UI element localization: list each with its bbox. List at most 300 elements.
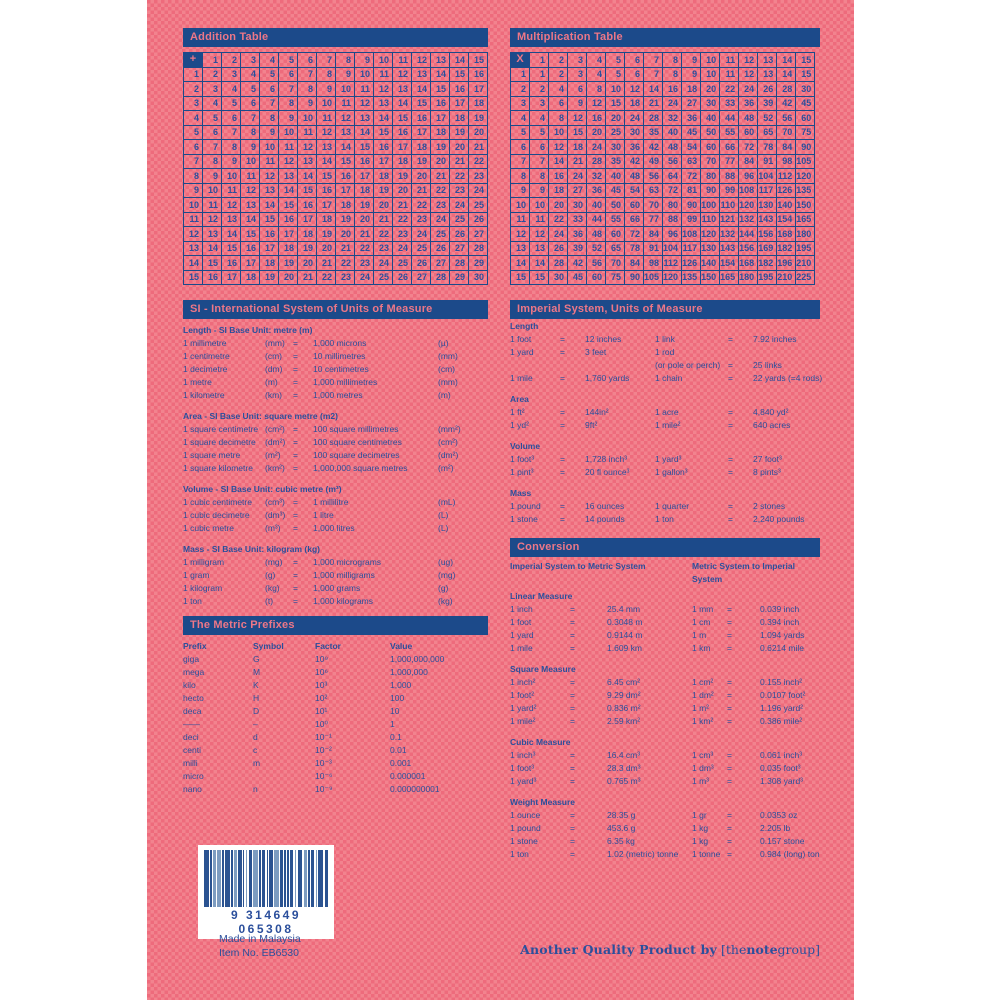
table-cell: 15 — [222, 241, 241, 256]
barcode-bar — [246, 850, 248, 907]
table-cell: 56 — [777, 111, 796, 126]
table-header-cell: 12 — [739, 53, 758, 68]
table-cell: 33 — [568, 212, 587, 227]
table-cell: 60 — [625, 198, 644, 213]
conversion-cell: = — [570, 849, 575, 859]
table-cell: 28 — [587, 154, 606, 169]
table-cell: 45 — [568, 270, 587, 285]
table-cell: 54 — [625, 183, 644, 198]
si-cell: (cm²) — [265, 424, 285, 434]
table-cell: 18 — [241, 270, 260, 285]
table-cell: 13 — [530, 241, 549, 256]
table-cell: 40 — [663, 125, 682, 140]
si-cell: 1 kilogram — [183, 583, 223, 593]
table-cell: 56 — [644, 169, 663, 184]
table-cell: 11 — [336, 96, 355, 111]
table-row — [511, 227, 815, 242]
table-cell: 130 — [758, 198, 777, 213]
table-cell: 13 — [336, 125, 355, 140]
table-cell: 36 — [587, 183, 606, 198]
imperial-cell — [585, 359, 655, 372]
conversion-cell: 1 inch² — [510, 677, 536, 687]
table-cell: 154 — [720, 256, 739, 271]
table-cell: 63 — [682, 154, 701, 169]
table-cell: 8 — [279, 96, 298, 111]
si-cell: 1 square decimetre — [183, 437, 256, 447]
table-cell: 28 — [431, 270, 450, 285]
conversion-cell: 1 pound — [510, 823, 541, 833]
table-cell: 3 — [530, 96, 549, 111]
table-cell: 18 — [625, 96, 644, 111]
imperial-cell: = — [728, 514, 733, 524]
table-cell: 3 — [222, 67, 241, 82]
row-label-cell: 2 — [511, 82, 530, 97]
table-header-cell: 15 — [796, 53, 815, 68]
si-cell: = — [293, 377, 298, 387]
barcode — [198, 845, 334, 939]
prefix-cell: 1,000,000,000 — [390, 654, 445, 664]
conversion-cell: = — [727, 849, 732, 859]
si-cell: = — [293, 596, 298, 606]
imperial-cell: 1 stone — [510, 514, 538, 524]
prefix-cell: 1,000,000 — [390, 667, 428, 677]
prefix-cell: deci — [183, 732, 199, 742]
table-cell: 17 — [469, 82, 488, 97]
table-cell: 19 — [469, 111, 488, 126]
table-cell: 28 — [469, 241, 488, 256]
conversion-cell: 1 foot — [510, 617, 532, 627]
conversion-cell: 1 inch — [510, 604, 533, 614]
table-cell: 1 — [530, 67, 549, 82]
table-cell: 8 — [663, 67, 682, 82]
conversion-cell: = — [727, 810, 732, 820]
conversion-column-headers — [510, 560, 820, 586]
table-cell: 22 — [374, 227, 393, 242]
table-cell: 20 — [469, 125, 488, 140]
table-cell: 42 — [568, 256, 587, 271]
barcode-bar — [217, 850, 220, 907]
table-cell: 30 — [606, 140, 625, 155]
imperial-cell: 20 fl ounce³ — [585, 467, 630, 477]
table-cell: 180 — [796, 227, 815, 242]
imperial-cell: = — [728, 454, 733, 464]
si-cell: (dm²) — [438, 450, 459, 460]
si-cell: 1 ton — [183, 596, 202, 606]
imperial-row — [510, 513, 820, 526]
conversion-cell: = — [570, 810, 575, 820]
table-cell: 35 — [606, 154, 625, 169]
table-cell: 12 — [530, 227, 549, 242]
prefix-cell: hecto — [183, 693, 204, 703]
table-cell: 70 — [777, 125, 796, 140]
table-header-cell: 12 — [412, 53, 431, 68]
table-cell: 19 — [260, 270, 279, 285]
table-cell: 165 — [796, 212, 815, 227]
table-cell: 17 — [241, 256, 260, 271]
conversion-cell: 2.59 km² — [607, 716, 641, 726]
conversion-section — [510, 796, 820, 861]
conversion-cell: = — [570, 823, 575, 833]
table-header-cell: 8 — [336, 53, 355, 68]
prefix-cell: mega — [183, 667, 205, 677]
table-cell: 15 — [530, 270, 549, 285]
table-cell: 9 — [241, 140, 260, 155]
brand-the: the — [725, 942, 747, 957]
conversion-cell: = — [727, 716, 732, 726]
prefix-cell: 1,000 — [390, 680, 412, 690]
prefix-cell: K — [253, 680, 259, 690]
barcode-bar — [290, 850, 293, 907]
conversion-cell: = — [727, 750, 732, 760]
table-cell: 18 — [336, 198, 355, 213]
imperial-cell: = — [560, 514, 565, 524]
row-label-cell: 1 — [184, 67, 203, 82]
table-cell: 98 — [644, 256, 663, 271]
table-cell: 11 — [222, 183, 241, 198]
table-cell: 55 — [720, 125, 739, 140]
prefix-cell: deca — [183, 706, 202, 716]
operator-cell: X — [511, 53, 530, 68]
table-cell: 10 — [241, 154, 260, 169]
si-cell: 10 millimetres — [313, 351, 366, 361]
table-cell: 11 — [530, 212, 549, 227]
table-cell: 19 — [431, 140, 450, 155]
table-cell: 27 — [412, 270, 431, 285]
imperial-cell: 1 ft² — [510, 407, 525, 417]
imperial-cell: 1 rod — [655, 347, 675, 357]
table-row — [511, 125, 815, 140]
table-cell: 14 — [317, 154, 336, 169]
table-header-cell: 1 — [203, 53, 222, 68]
table-cell: 99 — [720, 183, 739, 198]
table-cell: 12 — [625, 82, 644, 97]
prefix-header-row — [183, 640, 488, 653]
table-header-row — [184, 53, 488, 68]
conversion-cell: 0.0353 oz — [760, 810, 798, 820]
table-cell: 120 — [701, 227, 720, 242]
table-cell: 21 — [450, 154, 469, 169]
table-cell: 22 — [549, 212, 568, 227]
table-cell: 15 — [393, 111, 412, 126]
conversion-cell: 1 km² — [692, 716, 714, 726]
table-header-cell: 4 — [260, 53, 279, 68]
table-cell: 21 — [317, 256, 336, 271]
imperial-title: Imperial System, Units of Measure — [517, 303, 703, 315]
conversion-cell: 2.205 lb — [760, 823, 791, 833]
table-cell: 110 — [720, 198, 739, 213]
imperial-cell: 640 acres — [753, 420, 791, 430]
table-row — [184, 111, 488, 126]
table-cell: 66 — [720, 140, 739, 155]
si-cell: 1 millimetre — [183, 338, 227, 348]
barcode-bar — [262, 850, 265, 907]
table-row — [184, 227, 488, 242]
table-row — [511, 140, 815, 155]
table-cell: 29 — [469, 256, 488, 271]
table-cell: 135 — [796, 183, 815, 198]
prefix-header-cell: Factor — [315, 641, 341, 651]
table-cell: 4 — [203, 96, 222, 111]
table-cell: 120 — [739, 198, 758, 213]
table-cell: 26 — [431, 241, 450, 256]
imperial-cell: = — [728, 334, 733, 344]
table-cell: 19 — [317, 227, 336, 242]
table-row — [511, 82, 815, 97]
table-cell: 26 — [450, 227, 469, 242]
si-cell: = — [293, 583, 298, 593]
barcode-bar — [318, 850, 323, 907]
table-cell: 15 — [374, 125, 393, 140]
prefix-row — [183, 705, 488, 718]
table-header-cell: 10 — [701, 53, 720, 68]
table-cell: 23 — [393, 227, 412, 242]
imperial-cell: (or pole or perch) — [655, 360, 721, 370]
si-cell: = — [293, 351, 298, 361]
table-header-cell: 11 — [720, 53, 739, 68]
table-header-cell: 3 — [241, 53, 260, 68]
si-cell: (dm) — [265, 364, 283, 374]
table-cell: 23 — [412, 212, 431, 227]
prefix-cell: 0.1 — [390, 732, 402, 742]
table-cell: 24 — [625, 111, 644, 126]
barcode-bar — [259, 850, 261, 907]
table-cell: 16 — [587, 111, 606, 126]
barcode-bar — [204, 850, 209, 907]
prefix-cell: 0.000001 — [390, 771, 426, 781]
imperial-cell: 1 pound — [510, 501, 541, 511]
prefix-cell: 1 — [390, 719, 395, 729]
conversion-cell: 1 cm³ — [692, 750, 714, 760]
metric-prefixes-title-bar — [183, 616, 488, 635]
table-cell: 30 — [549, 270, 568, 285]
conversion-cell: 0.157 stone — [760, 836, 805, 846]
conversion-cell: = — [727, 690, 732, 700]
table-cell: 18 — [393, 154, 412, 169]
si-cell: 100 square centimetres — [313, 437, 402, 447]
conversion-row — [510, 749, 820, 762]
row-label-cell: 14 — [184, 256, 203, 271]
imperial-cell: 1 foot — [510, 334, 532, 344]
table-cell: 36 — [625, 140, 644, 155]
table-cell: 24 — [549, 227, 568, 242]
table-cell: 20 — [393, 183, 412, 198]
table-cell: 24 — [450, 198, 469, 213]
table-cell: 25 — [412, 241, 431, 256]
table-cell: 39 — [758, 96, 777, 111]
table-cell: 72 — [682, 169, 701, 184]
conversion-row — [510, 676, 820, 689]
imperial-cell: 1 mile — [510, 373, 533, 383]
table-cell: 15 — [568, 125, 587, 140]
prefix-cell: m — [253, 758, 261, 768]
conversion-row — [510, 809, 820, 822]
table-row — [511, 183, 815, 198]
table-cell: 52 — [587, 241, 606, 256]
table-cell: 10 — [279, 125, 298, 140]
table-cell: 14 — [279, 183, 298, 198]
si-cell: 100 square decimetres — [313, 450, 400, 460]
prefix-cell: —— — [183, 719, 200, 729]
row-label-cell: 4 — [184, 111, 203, 126]
operator-cell: + — [184, 53, 203, 68]
si-section-heading: Length - SI Base Unit: metre (m) — [183, 325, 313, 335]
row-label-cell: 3 — [511, 96, 530, 111]
table-cell: 11 — [279, 140, 298, 155]
si-cell: 1 kilometre — [183, 390, 225, 400]
table-cell: 13 — [374, 96, 393, 111]
table-cell: 63 — [644, 183, 663, 198]
table-cell: 169 — [758, 241, 777, 256]
brand-bracket-open: [ — [721, 942, 726, 957]
table-cell: 8 — [530, 169, 549, 184]
multiplication-table-title-bar — [510, 28, 820, 47]
table-cell: 168 — [777, 227, 796, 242]
conversion-cell: = — [727, 604, 732, 614]
barcode-bar — [253, 850, 258, 907]
barcode-bar — [225, 850, 230, 907]
table-cell: 16 — [393, 125, 412, 140]
table-header-cell: 6 — [625, 53, 644, 68]
imperial-cell: 1,728 inch³ — [585, 454, 628, 464]
table-cell: 21 — [355, 227, 374, 242]
imperial-cell: 144in² — [585, 407, 609, 417]
table-cell: 11 — [203, 198, 222, 213]
table-cell: 29 — [450, 270, 469, 285]
table-cell: 14 — [412, 82, 431, 97]
table-cell: 24 — [663, 96, 682, 111]
conversion-cell: = — [727, 763, 732, 773]
conversion-cell: 1 inch³ — [510, 750, 536, 760]
row-label-cell: 15 — [184, 270, 203, 285]
si-row — [183, 582, 488, 595]
conversion-cell: 1 ton — [510, 849, 529, 859]
conversion-cell: 9.29 dm² — [607, 690, 641, 700]
table-cell: 81 — [682, 183, 701, 198]
imperial-section-heading: Length — [510, 321, 539, 331]
table-cell: 13 — [241, 198, 260, 213]
prefix-row — [183, 770, 488, 783]
table-cell: 12 — [374, 82, 393, 97]
table-cell: 32 — [587, 169, 606, 184]
conversion-cell: = — [570, 617, 575, 627]
prefix-cell: 10¹ — [315, 706, 328, 716]
table-cell: 16 — [298, 198, 317, 213]
imperial-row — [510, 419, 820, 432]
table-cell: 55 — [606, 212, 625, 227]
conversion-cell: 1.308 yard³ — [760, 776, 803, 786]
table-cell: 23 — [450, 183, 469, 198]
conversion-row — [510, 616, 820, 629]
imperial-row — [510, 372, 823, 385]
si-cell: 1 decimetre — [183, 364, 228, 374]
brand-footer — [520, 942, 820, 957]
table-cell: 70 — [644, 198, 663, 213]
table-cell: 17 — [393, 140, 412, 155]
table-header-cell: 3 — [568, 53, 587, 68]
conversion-cell: 1.094 yards — [760, 630, 805, 640]
table-cell: 18 — [682, 82, 701, 97]
table-cell: 60 — [606, 227, 625, 242]
row-label-cell: 13 — [184, 241, 203, 256]
table-cell: 88 — [720, 169, 739, 184]
table-cell: 28 — [549, 256, 568, 271]
si-cell: (g) — [438, 583, 449, 593]
barcode-bar — [249, 850, 252, 907]
si-cell: (dm³) — [265, 510, 286, 520]
table-row — [184, 212, 488, 227]
table-cell: 13 — [393, 82, 412, 97]
table-cell: 6 — [260, 82, 279, 97]
table-row — [184, 140, 488, 155]
row-label-cell: 5 — [511, 125, 530, 140]
table-cell: 16 — [374, 140, 393, 155]
si-cell: = — [293, 463, 298, 473]
conversion-cell: = — [570, 750, 575, 760]
table-cell: 6 — [625, 67, 644, 82]
table-cell: 10 — [549, 125, 568, 140]
table-cell: 14 — [393, 96, 412, 111]
imperial-cell: 1,760 yards — [585, 373, 630, 383]
table-cell: 7 — [222, 125, 241, 140]
table-cell: 75 — [796, 125, 815, 140]
row-label-cell: 1 — [511, 67, 530, 82]
table-cell: 4 — [530, 111, 549, 126]
conversion-cell: = — [727, 836, 732, 846]
conversion-cell: 0.3048 m — [607, 617, 643, 627]
barcode-bar — [274, 850, 279, 907]
imperial-cell: 2,240 pounds — [753, 514, 805, 524]
barcode-bar — [311, 850, 314, 907]
conversion-row — [510, 689, 820, 702]
si-cell: (cm³) — [265, 497, 285, 507]
table-cell: 17 — [336, 183, 355, 198]
table-cell: 7 — [279, 82, 298, 97]
row-label-cell: 3 — [184, 96, 203, 111]
conversion-cell: = — [570, 690, 575, 700]
table-cell: 30 — [796, 82, 815, 97]
table-cell: 42 — [777, 96, 796, 111]
table-cell: 18 — [279, 241, 298, 256]
row-label-cell: 13 — [511, 241, 530, 256]
table-cell: 7 — [530, 154, 549, 169]
imperial-cell: 1 foot³ — [510, 454, 535, 464]
table-cell: 20 — [606, 111, 625, 126]
table-cell: 132 — [739, 212, 758, 227]
table-header-cell: 15 — [469, 53, 488, 68]
table-cell: 210 — [777, 270, 796, 285]
table-cell: 20 — [431, 154, 450, 169]
si-cell: 1 cubic decimetre — [183, 510, 250, 520]
table-cell: 140 — [701, 256, 720, 271]
row-label-cell: 12 — [184, 227, 203, 242]
table-cell: 23 — [355, 256, 374, 271]
table-cell: 28 — [644, 111, 663, 126]
barcode-bar — [222, 850, 224, 907]
table-header-cell: 4 — [587, 53, 606, 68]
table-cell: 22 — [393, 212, 412, 227]
table-cell: 78 — [758, 140, 777, 155]
table-cell: 140 — [777, 198, 796, 213]
table-cell: 14 — [222, 227, 241, 242]
table-cell: 6 — [203, 125, 222, 140]
table-cell: 23 — [469, 169, 488, 184]
table-cell: 17 — [412, 125, 431, 140]
table-cell: 13 — [758, 67, 777, 82]
table-cell: 72 — [625, 227, 644, 242]
conversion-row — [510, 702, 820, 715]
conversion-cell: 6.35 kg — [607, 836, 635, 846]
table-cell: 45 — [682, 125, 701, 140]
